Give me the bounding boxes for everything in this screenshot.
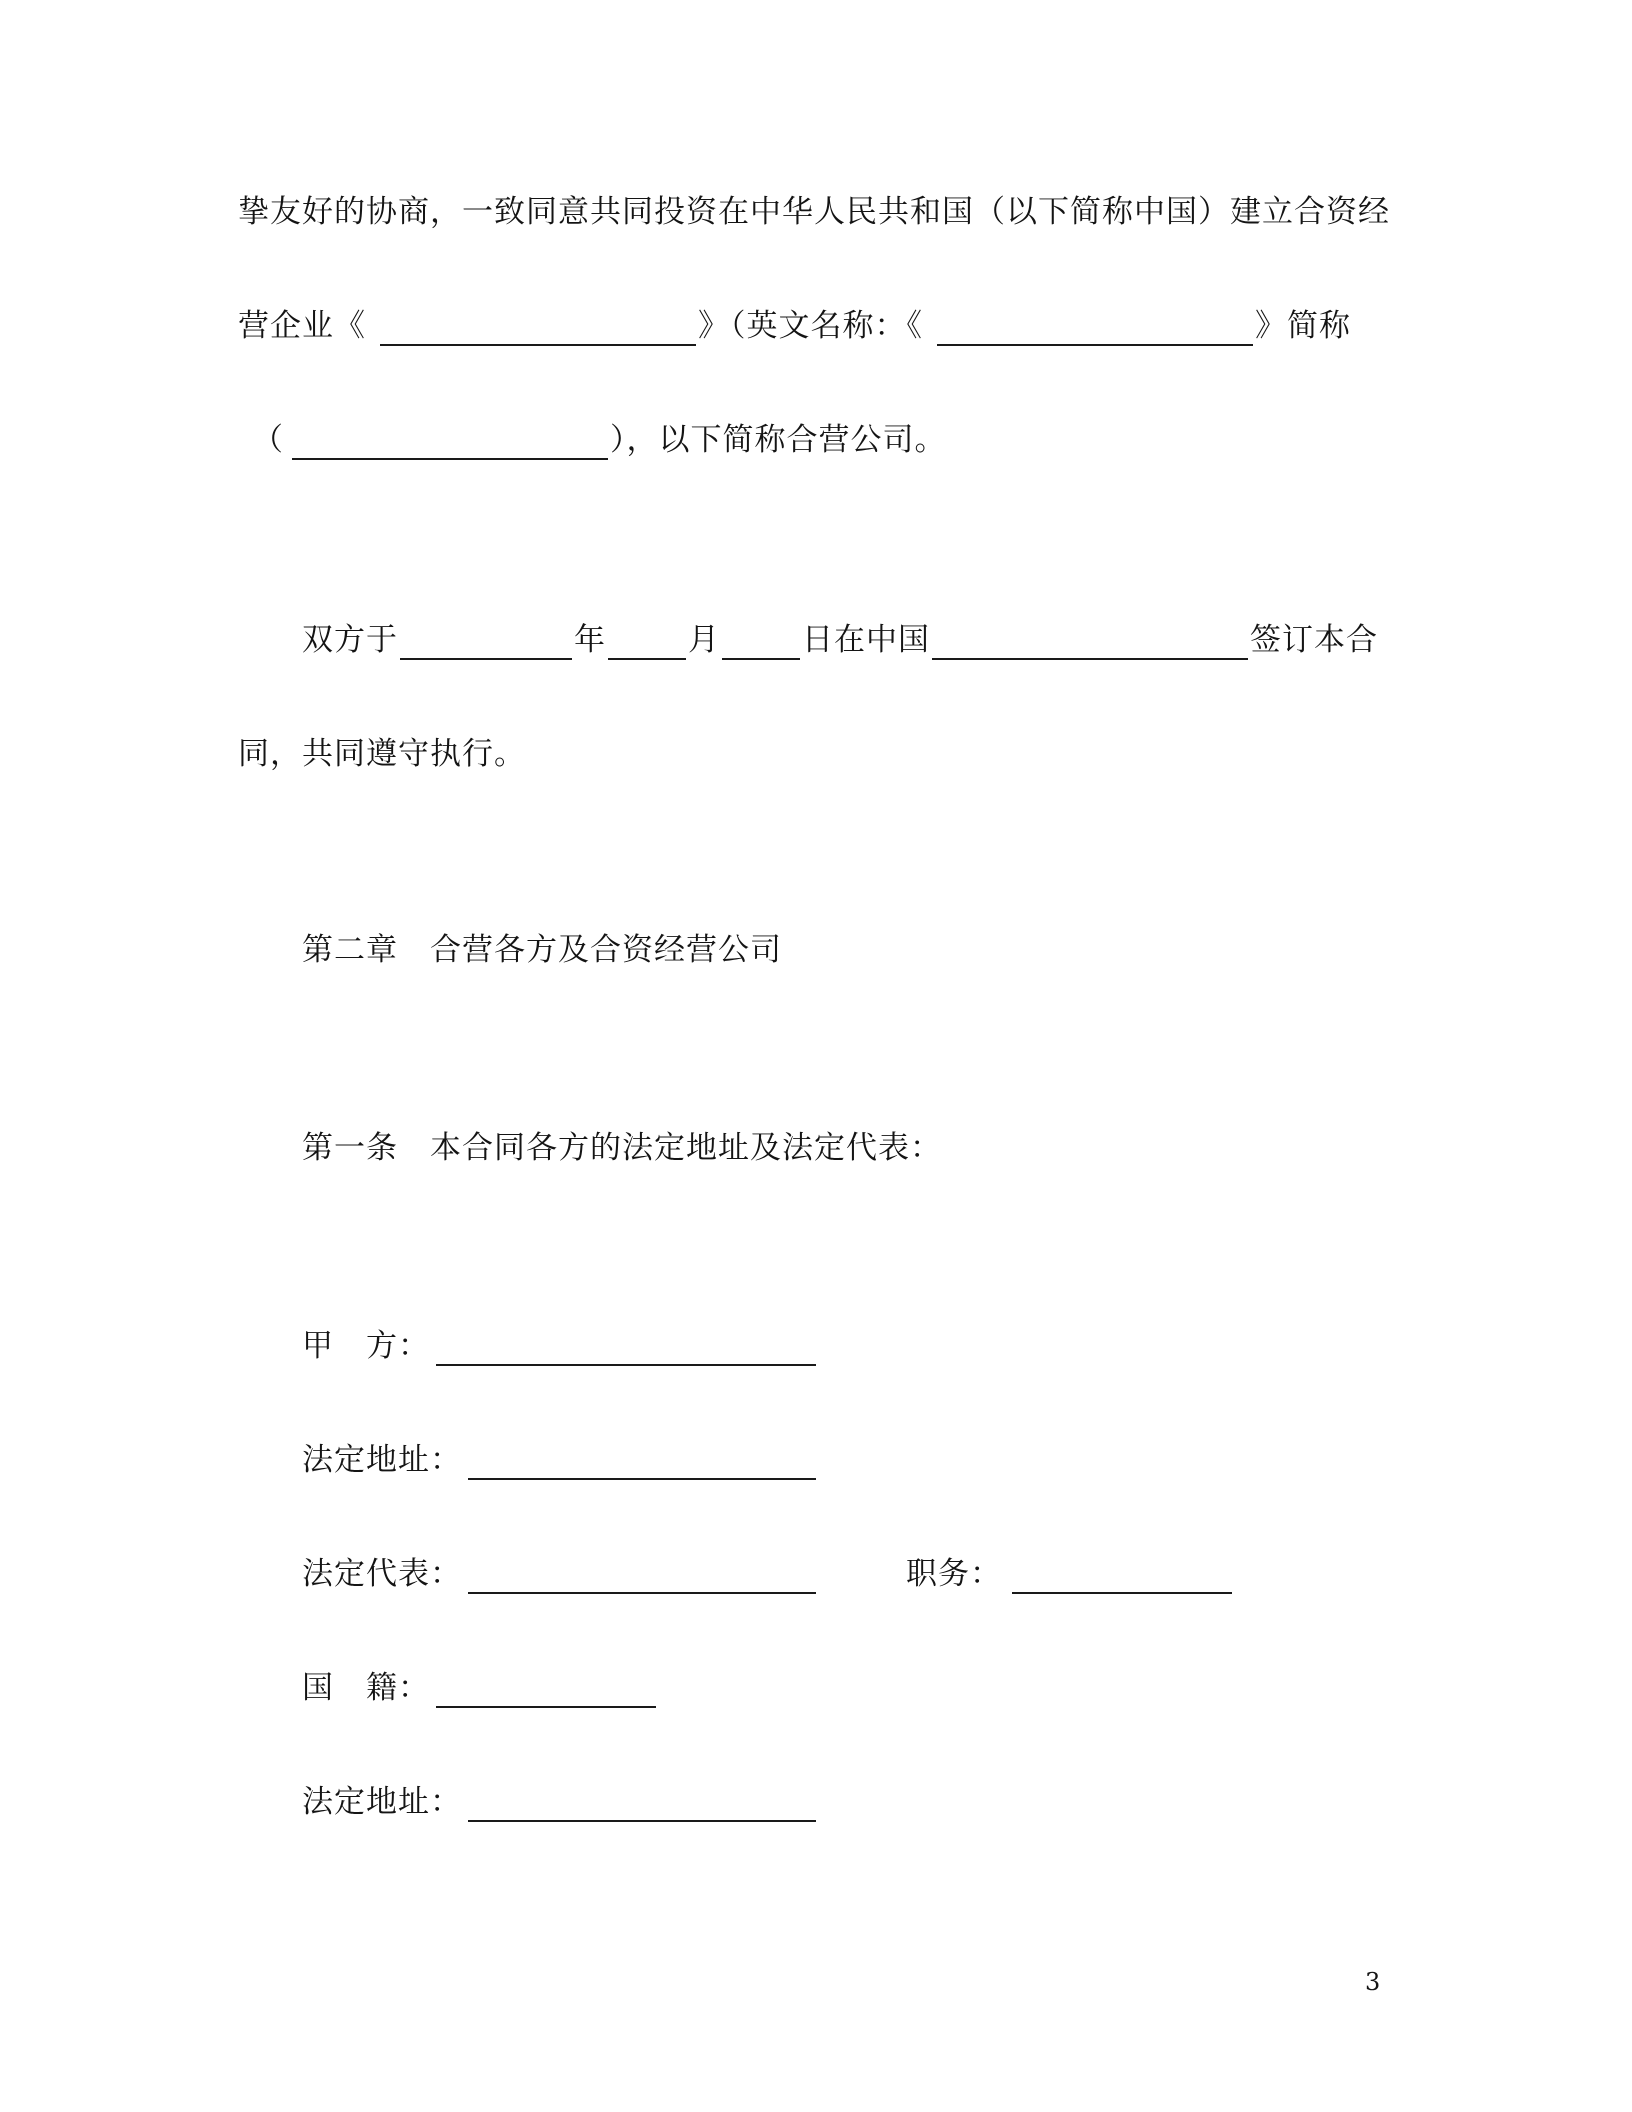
company-name-field[interactable] [380, 310, 696, 346]
para2-text-d: 日在中国 [802, 622, 930, 658]
nationality-label: 国 籍： [302, 1670, 430, 1706]
para1-line2-text-c: 》简称 [1255, 308, 1351, 344]
short-name-field[interactable] [292, 424, 608, 460]
article-heading [302, 1128, 942, 1168]
para2-line1 [302, 620, 1378, 660]
party-a-row [302, 1326, 818, 1366]
address2-label: 法定地址： [302, 1784, 462, 1820]
para2-text-b: 年 [574, 622, 606, 658]
article-heading-text: 第一条 本合同各方的法定地址及法定代表： [302, 1130, 942, 1166]
day-field[interactable] [722, 624, 800, 660]
representative-row [302, 1554, 1234, 1594]
para1-line3 [252, 420, 947, 460]
address-field[interactable] [468, 1444, 816, 1480]
english-name-field[interactable] [937, 310, 1253, 346]
party-a-field[interactable] [436, 1330, 816, 1366]
para1-line2-text-b: 》（英文名称：《 [698, 308, 923, 344]
signing-place-field[interactable] [932, 624, 1248, 660]
para2-line2 [238, 734, 526, 774]
nationality-field[interactable] [436, 1672, 656, 1708]
position-label: 职务： [906, 1556, 1002, 1592]
year-field[interactable] [400, 624, 572, 660]
para2-text-a: 双方于 [302, 622, 398, 658]
para2-text-c: 月 [688, 622, 720, 658]
para1-line3-text-b: ），以下简称合营公司。 [610, 422, 947, 458]
address-row [302, 1440, 818, 1480]
address2-field[interactable] [468, 1786, 816, 1822]
nationality-row [302, 1668, 658, 1708]
para2-line2-text: 同，共同遵守执行。 [238, 736, 526, 772]
address2-row [302, 1782, 818, 1822]
month-field[interactable] [608, 624, 686, 660]
chapter-heading [302, 930, 782, 970]
para1-line1-text: 挚友好的协商，一致同意共同投资在中华人民共和国（以下简称中国）建立合资经 [238, 194, 1390, 230]
para1-line3-text-a: （ [252, 422, 284, 458]
representative-field[interactable] [468, 1558, 816, 1594]
chapter-heading-text: 第二章 合营各方及合资经营公司 [302, 932, 782, 968]
para1-line2-text-a: 营企业《 [238, 308, 366, 344]
address-label: 法定地址： [302, 1442, 462, 1478]
para1-line1 [238, 192, 1390, 232]
position-field[interactable] [1012, 1558, 1232, 1594]
party-a-label: 甲 方： [302, 1328, 430, 1364]
para1-line2 [238, 306, 1351, 346]
representative-label: 法定代表： [302, 1556, 462, 1592]
page-number: 3 [1365, 1968, 1381, 1996]
para2-text-e: 签订本合 [1250, 622, 1378, 658]
